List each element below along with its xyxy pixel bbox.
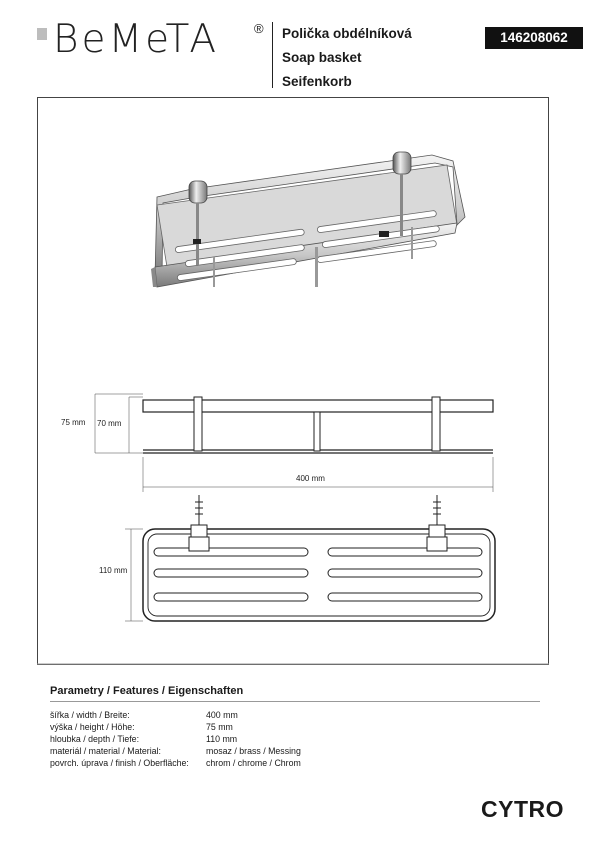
technical-drawing: [37, 97, 549, 665]
param-value: mosaz / brass / Messing: [206, 746, 301, 756]
param-label: výška / height / Höhe:: [50, 722, 135, 732]
title-czech: Polička obdélníková: [282, 26, 412, 41]
product-titles: [282, 22, 412, 94]
brand-logo: BeMeTA: [53, 17, 220, 62]
dim-height-total: 75 mm: [61, 418, 86, 427]
param-row: [50, 757, 301, 769]
title-german: Seifenkorb: [282, 74, 352, 89]
top-view: [99, 495, 495, 621]
param-value: 75 mm: [206, 722, 233, 732]
param-label: povrch. úprava / finish / Oberfläche:: [50, 758, 189, 768]
dim-depth: 110 mm: [99, 566, 128, 575]
param-label: hloubka / depth / Tiefe:: [50, 734, 140, 744]
dim-width: 400 mm: [296, 474, 325, 483]
param-row: [50, 745, 301, 757]
param-label: materiál / material / Material:: [50, 746, 161, 756]
dim-height-inner: 70 mm: [97, 419, 122, 428]
param-value: 110 mm: [206, 734, 238, 744]
logo-mark: [37, 28, 47, 40]
param-label: šířka / width / Breite:: [50, 710, 130, 720]
registered-mark: ®: [254, 21, 264, 36]
parameters-divider: [50, 701, 540, 702]
header-divider: [272, 22, 273, 88]
parameters-title: Parametry / Features / Eigenschaften: [50, 685, 244, 697]
product-render: [151, 152, 465, 287]
param-row: [50, 733, 301, 745]
param-row: [50, 709, 301, 721]
title-english: Soap basket: [282, 50, 362, 65]
parameters-table: [50, 709, 301, 769]
series-name: CYTRO: [481, 796, 564, 822]
param-value: 400 mm: [206, 710, 238, 720]
param-row: [50, 721, 301, 733]
product-code-badge: 146208062: [485, 27, 583, 49]
side-view: [61, 394, 493, 492]
param-value: chrom / chrome / Chrom: [206, 758, 301, 768]
